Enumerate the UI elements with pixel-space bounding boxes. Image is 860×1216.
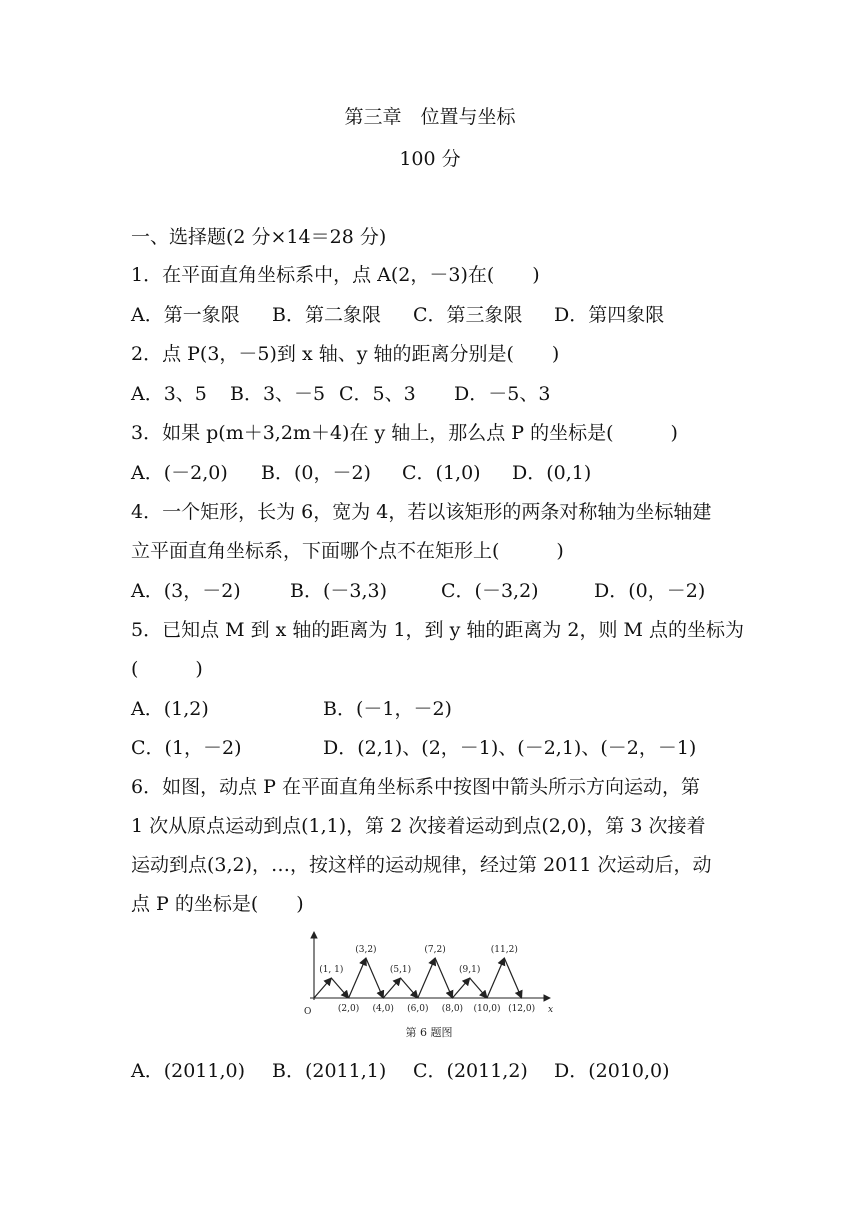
question-4-option-b: B．(－3,3) <box>290 580 388 602</box>
path-segment <box>418 958 435 998</box>
question-6-figure <box>298 928 560 1048</box>
path-segment <box>383 978 400 998</box>
question-4-stem-line-1: 4．一个矩形，长为 6，宽为 4，若以该矩形的两条对称轴为坐标轴建 <box>131 501 712 523</box>
question-6-option-c: C．(2011,2) <box>413 1060 528 1082</box>
question-4-option-a: A．(3，－2) <box>131 580 241 602</box>
axis-point-label: (10,0) <box>473 1004 501 1014</box>
question-1-stem: 1．在平面直角坐标系中，点 A(2，－3)在( ) <box>131 264 540 286</box>
section-heading: 一、选择题(2 分×14＝28 分) <box>131 226 387 248</box>
peak-label: (9,1) <box>459 965 481 975</box>
path-segment <box>366 958 383 998</box>
path-segment <box>452 978 469 998</box>
question-1-option-c: C．第三象限 <box>413 304 523 326</box>
figure-caption: 第 6 题图 <box>405 1026 453 1039</box>
question-2-option-b: B．3、－5 <box>230 383 326 405</box>
peak-label: (5,1) <box>389 965 412 975</box>
path-segment <box>487 958 504 998</box>
axis-point-label: (2,0) <box>337 1004 360 1014</box>
axis-point-label: (6,0) <box>407 1004 429 1014</box>
chapter-title: 第三章 位置与坐标 <box>344 106 516 128</box>
question-6-option-d: D．(2010,0) <box>554 1060 670 1082</box>
peak-label: (3,2) <box>355 945 377 955</box>
question-6-option-a: A．(2011,0) <box>131 1060 246 1082</box>
axis-point-label: (4,0) <box>372 1004 394 1014</box>
question-2-stem: 2．点 P(3，－5)到 x 轴、y 轴的距离分别是( ) <box>131 343 560 365</box>
question-6-stem-line-4: 点 P 的坐标是( ) <box>131 893 304 915</box>
axis-point-label: (12,0) <box>508 1004 536 1014</box>
peak-label: (1, 1) <box>319 965 344 975</box>
zigzag-path-diagram <box>298 928 560 1048</box>
question-3-option-d: D．(0,1) <box>512 462 592 484</box>
question-5-stem-line-2: ( ) <box>131 658 203 680</box>
question-5-option-a: A．(1,2) <box>131 698 209 720</box>
question-4-stem-line-2: 立平面直角坐标系，下面哪个点不在矩形上( ) <box>131 540 564 562</box>
question-2-option-a: A．3、5 <box>131 383 207 405</box>
path-segment <box>401 978 418 998</box>
question-3-option-a: A．(－2,0) <box>131 462 228 484</box>
origin-label: O <box>304 1007 312 1017</box>
question-6-stem-line-2: 1 次从原点运动到点(1,1)，第 2 次接着运动到点(2,0)，第 3 次接着 <box>131 815 706 837</box>
question-4-option-d: D．(0，－2) <box>594 580 706 602</box>
question-5-option-b: B．(－1，－2) <box>323 698 452 720</box>
question-6-option-b: B．(2011,1) <box>272 1060 387 1082</box>
path-segment <box>435 958 452 998</box>
question-3-option-b: B．(0，－2) <box>261 462 371 484</box>
question-3-option-c: C．(1,0) <box>402 462 481 484</box>
peak-label: (7,2) <box>424 945 446 955</box>
question-1-option-d: D．第四象限 <box>554 304 665 326</box>
path-segment <box>349 958 366 998</box>
question-6-stem-line-3: 运动到点(3,2)，…，按这样的运动规律，经过第 2011 次运动后，动 <box>131 854 712 876</box>
question-2-option-d: D．－5、3 <box>454 383 551 405</box>
axis-point-label: (8,0) <box>441 1004 464 1014</box>
question-3-stem: 3．如果 p(m＋3,2m＋4)在 y 轴上，那么点 P 的坐标是( ) <box>131 422 678 444</box>
question-5-option-c: C．(1，－2) <box>131 737 242 759</box>
question-6-stem-line-1: 6．如图，动点 P 在平面直角坐标系中按图中箭头所示方向运动，第 <box>131 776 700 798</box>
question-5-stem-line-1: 5．已知点 M 到 x 轴的距离为 1，到 y 轴的距离为 2，则 M 点的坐标为 <box>131 619 745 641</box>
path-segment <box>504 958 521 998</box>
question-5-option-d: D．(2,1)、(2，－1)、(－2,1)、(－2，－1) <box>323 737 697 759</box>
question-1-option-a: A．第一象限 <box>131 304 240 326</box>
path-segment <box>331 978 348 998</box>
path-segment <box>314 978 331 998</box>
total-score: 100 分 <box>399 148 461 170</box>
question-1-option-b: B．第二象限 <box>272 304 381 326</box>
peak-label: (11,2) <box>490 945 518 955</box>
question-2-option-c: C．5、3 <box>339 383 416 405</box>
question-4-option-c: C．(－3,2) <box>441 580 539 602</box>
path-segment <box>470 978 487 998</box>
x-axis-label: x <box>548 1005 554 1015</box>
